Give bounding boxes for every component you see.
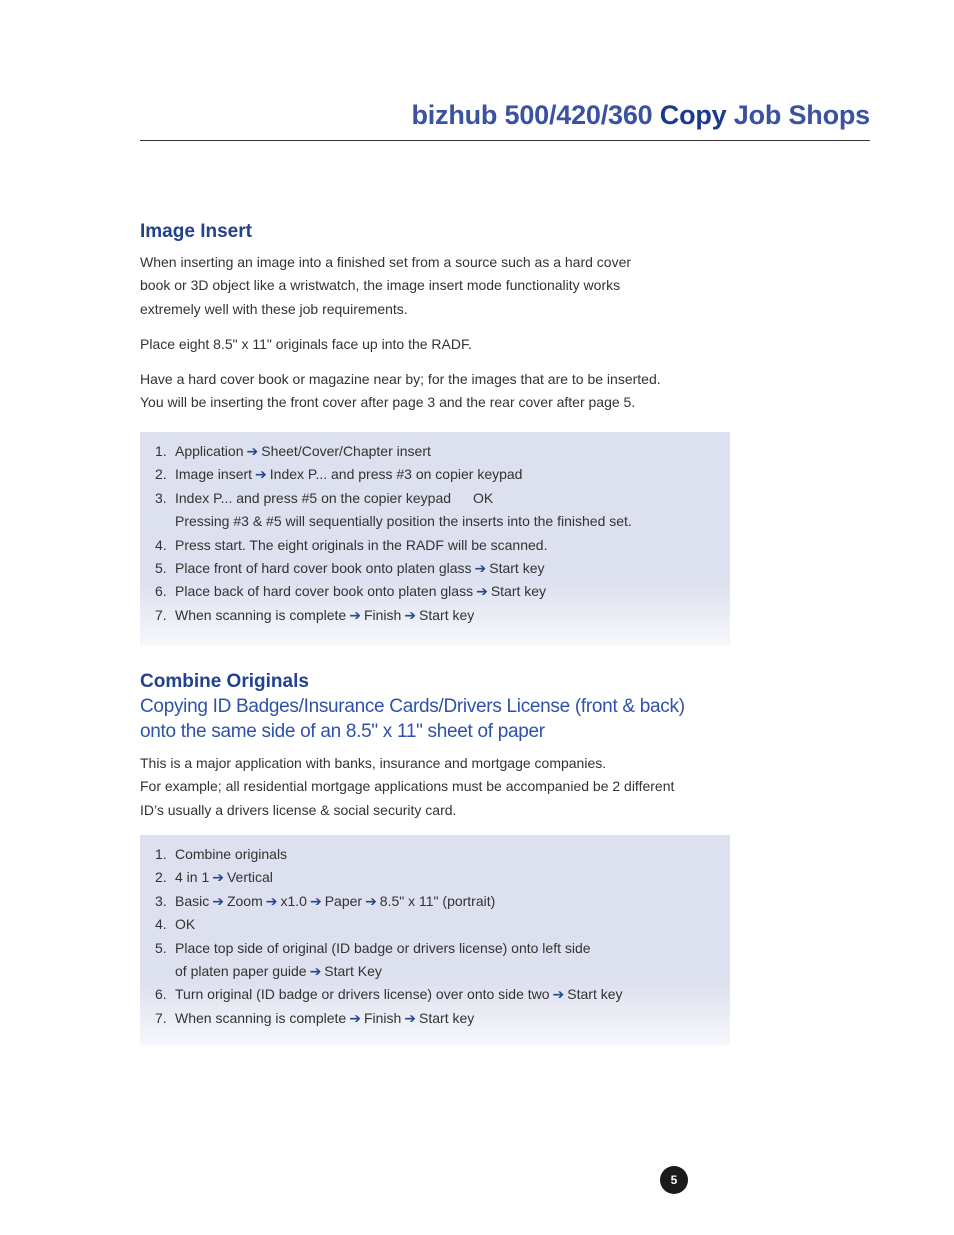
- cover-instruction-2: You will be inserting the front cover after page 3 and the rear cover after page 5.: [140, 394, 636, 411]
- combine-steps: [155, 843, 730, 1030]
- header-divider: [140, 140, 870, 141]
- combine-intro-line-1: This is a major application with banks, insurance and mortgage companies.: [140, 755, 607, 771]
- image-insert-steps: [155, 440, 730, 627]
- list-item: 1. Application ➔ Sheet/Cover/Chapter insert: [155, 443, 431, 459]
- arrow-right-icon: ➔: [365, 892, 377, 909]
- image-insert-steps-box: [140, 432, 730, 646]
- arrow-right-icon: ➔: [474, 560, 487, 577]
- intro-line-2: book or 3D object like a wristwatch, the image insert mode functionality works: [140, 277, 621, 294]
- combine-steps-box: [140, 835, 730, 1045]
- list-item: 6. Place back of hard cover book onto platen glass ➔ Start key: [155, 583, 547, 600]
- page-header-title: [411, 100, 870, 131]
- arrow-right-icon: ➔: [309, 892, 322, 909]
- page-number-badge: 5: [660, 1166, 688, 1194]
- list-item: 5. Place front of hard cover book onto platen glass ➔ Start key: [155, 560, 545, 577]
- cover-instruction-1: Have a hard cover book or magazine near by; for the images that are to be inserted.: [140, 371, 661, 388]
- list-item: 1. Combine originals: [155, 846, 288, 862]
- arrow-right-icon: ➔: [404, 606, 417, 623]
- arrow-right-icon: ➔: [404, 1009, 417, 1026]
- arrow-right-icon: ➔: [349, 1009, 361, 1026]
- title-job-shops: Job Shops: [726, 100, 870, 130]
- combine-subtitle-line-2: onto the same side of an 8.5" x 11" sheet of paper: [140, 721, 545, 742]
- arrow-right-icon: ➔: [349, 606, 361, 623]
- combine-intro-line-3: ID’s usually a drivers license & social security card.: [140, 801, 457, 818]
- arrow-right-icon: ➔: [309, 963, 322, 980]
- arrow-right-icon: ➔: [476, 583, 488, 600]
- list-item: 6. Turn original (ID badge or drivers license) over onto side two ➔ Start key: [155, 986, 623, 1003]
- combine-subtitle-line-1: Copying ID Badges/Insurance Cards/Drivers License (front & back): [140, 696, 685, 717]
- list-item: 5. Place top side of original (ID badge or drivers license) onto left side: [155, 939, 591, 956]
- arrow-right-icon: ➔: [212, 869, 224, 886]
- list-item: 7. When scanning is complete ➔ Finish ➔ Start key: [155, 1009, 475, 1026]
- intro-line-1: When inserting an image into a finished set from a source such as a hard cover: [140, 254, 632, 270]
- arrow-right-icon: ➔: [255, 466, 267, 483]
- intro-line-3: extremely well with these job requirements.: [140, 300, 408, 317]
- list-item: 3. Index P... and press #5 on the copier keypad OK: [155, 489, 494, 506]
- combine-originals-section: [140, 671, 730, 822]
- combine-originals-heading: Combine Originals: [140, 671, 309, 692]
- title-copy: Copy: [659, 100, 727, 130]
- list-item: 2. Image insert ➔ Index P... and press #3 on copier keypad: [155, 466, 523, 483]
- combine-intro-line-2: For example; all residential mortgage applications must be accompanied be 2 different: [140, 778, 675, 795]
- image-insert-section: [140, 221, 730, 415]
- arrow-right-icon: ➔: [552, 986, 565, 1003]
- list-item-continuation: of platen paper guide ➔ Start Key: [175, 963, 382, 980]
- originals-instruction: Place eight 8.5" x 11" originals face up into the RADF.: [140, 335, 472, 352]
- list-item: 4. Press start. The eight originals in the RADF will be scanned.: [155, 536, 548, 553]
- list-item-continuation: Pressing #3 & #5 will sequentially position the inserts into the finished set.: [175, 513, 632, 530]
- arrow-right-icon: ➔: [246, 443, 259, 459]
- list-item: 7. When scanning is complete ➔ Finish ➔ Start key: [155, 606, 475, 623]
- list-item: 4. OK: [155, 916, 196, 933]
- title-product: bizhub 500/420/360: [411, 100, 660, 130]
- list-item: 3. Basic ➔ Zoom ➔ x1.0 ➔ Paper ➔ 8.5" x 11" (portrait): [155, 892, 496, 909]
- arrow-right-icon: ➔: [265, 892, 278, 909]
- image-insert-heading: Image Insert: [140, 221, 252, 242]
- arrow-right-icon: ➔: [212, 892, 224, 909]
- list-item: 2. 4 in 1 ➔ Vertical: [155, 869, 273, 886]
